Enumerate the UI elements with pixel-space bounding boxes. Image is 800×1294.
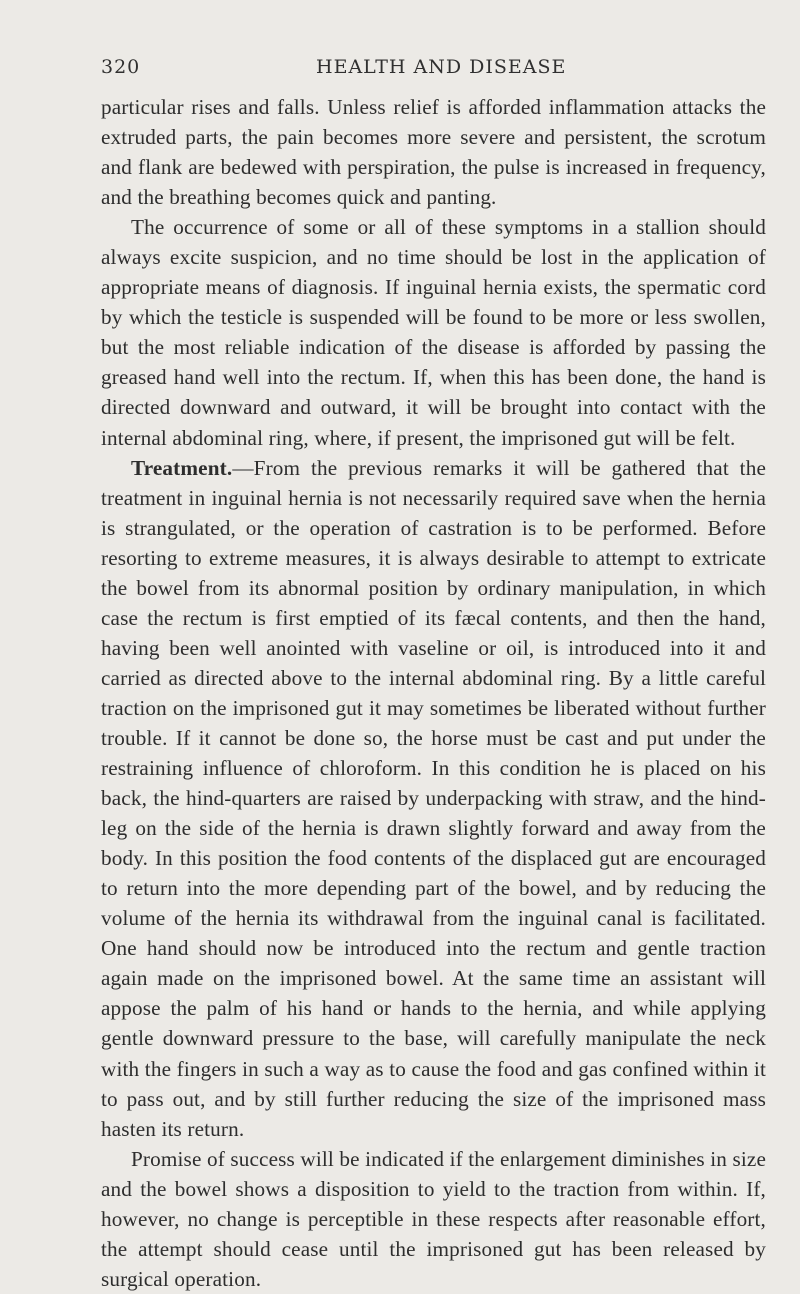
paragraph-3 <box>101 453 766 1144</box>
running-head <box>101 0 766 92</box>
paragraph-2: The occurrence of some or all of these symptoms in a stallion should always excite suspicion, and no time should be lost in the application of appropriate means of diagnosis. If inguinal hernia exists, the spermatic cord by which the testicle is suspended will be found to be more or less swollen, but the most reliable indication of the disease is afforded by passing the greased hand well into the rectum. If, when this has been done, the hand is directed downward and outward, it will be brought into contact with the internal abdominal ring, where, if present, the imprisoned gut will be felt. <box>101 215 766 450</box>
paragraph-3-text: —From the previous remarks it will be gathered that the treatment in inguinal hernia is not necessarily required save when the hernia is strangulated, or the operation of castration is to be performed. Before resorting to extreme measures, it is always desirable to attempt to extricate the bowel from its abnormal position by ordinary manipulation, in which case the rectum is first emptied of its fæcal contents, and then the hand, having been well anointed with vaseline or oil, is introduced into it and carried as directed above to the internal abdominal ring. By a little careful traction on the imprisoned gut it may sometimes be liberated without further trouble. If it cannot be done so, the horse must be cast and put under the restraining influence of chloroform. In this condition he is placed on his back, the hind-quarters are raised by underpacking with straw, and the hind-leg on the side of the hernia is drawn slightly forward and away from the body. In this position the food contents of the displaced gut are encouraged to return into the more depending part of the bowel, and by reducing the volume of the hernia its withdrawal from the inguinal canal is facilitated. One hand should now be introduced into the rectum and gentle traction again made on the imprisoned bowel. At the same time an assistant will appose the palm of his hand or hands to the hernia, and while applying gentle downward pressure to the base, will carefully manipulate the neck with the fingers in such a way as to cause the food and gas confined within it to pass out, and by still further reducing the size of the imprisoned mass hasten its return. <box>101 455 766 1141</box>
running-title: HEALTH AND DISEASE <box>316 56 567 78</box>
paragraph-1: particular rises and falls. Unless relief is afforded inflammation attacks the extruded parts, the pain becomes more severe and persistent, the scrotum and flank are bedewed with perspiration, the pulse is increased in frequency, and the breathing becomes quick and panting. <box>101 95 766 210</box>
treatment-heading: Treatment. <box>131 455 233 480</box>
paragraph-4: Promise of success will be indicated if the enlargement diminishes in size and the bowel shows a disposition to yield to the traction from within. If, however, no change is perceptible in these respects after reasonable effort, the attempt should cease until the imprisoned gut has been released by surgical operation. <box>101 1146 767 1291</box>
page-number: 320 <box>101 56 141 78</box>
body-text <box>101 92 766 1294</box>
